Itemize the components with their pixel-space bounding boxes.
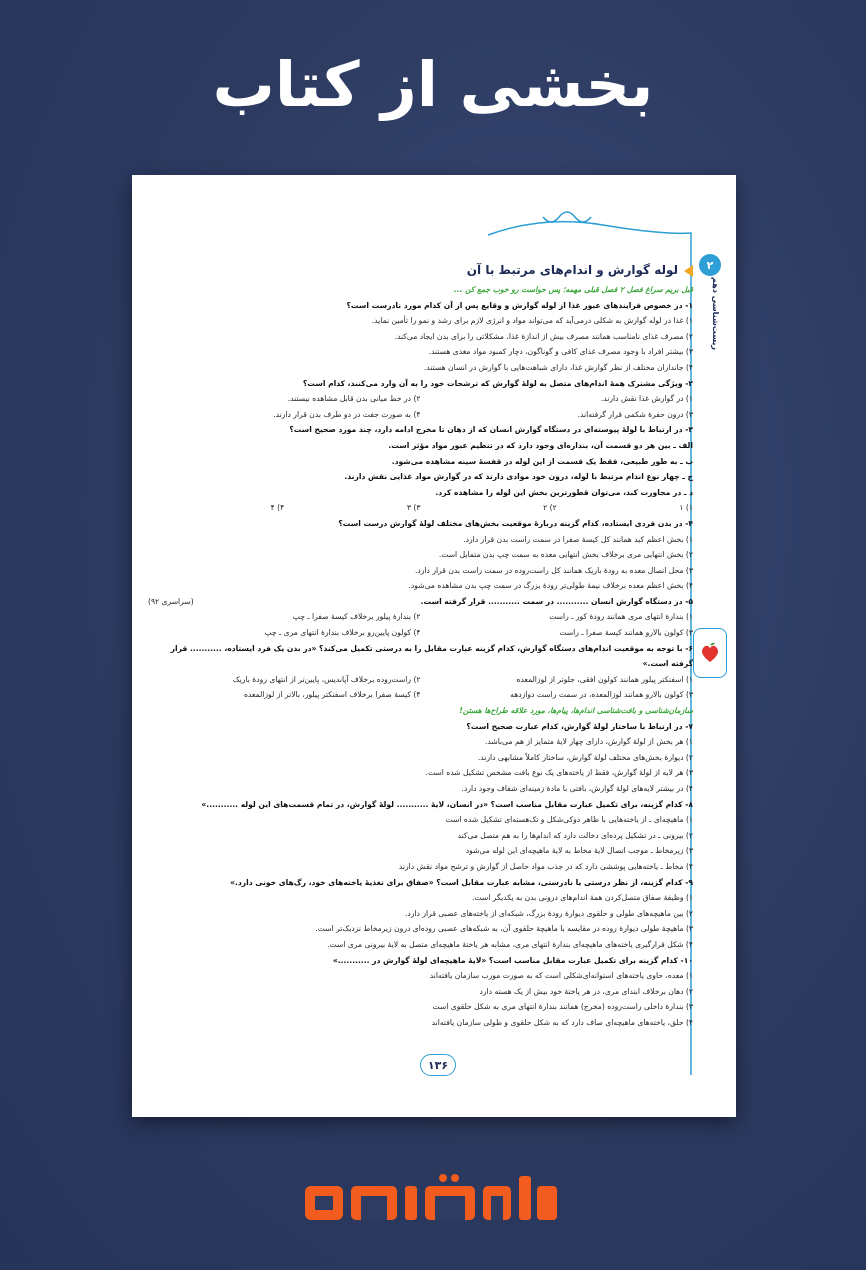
option: ۲) دیوارهٔ بخش‌های مختلف لولهٔ گوارش، ساختار کاملاً مشابهی دارند. (477, 752, 693, 762)
option: ۲) مصرف غذای نامناسب همانند مصرف بیش از اندازهٔ غذا، مشکلاتی را برای بدن ایجاد می‌کند. (394, 331, 693, 341)
publisher-logo (305, 1157, 557, 1232)
option: ۲) بیرونی ـ در تشکیل پرده‌ای دخالت دارد که اندام‌ها را به هم متصل می‌کند (457, 830, 693, 840)
question-text: ۱- در خصوص فرایندهای عبور غذا از لوله گوارش و وقایع پس از آن کدام مورد نادرست است؟ (346, 300, 693, 310)
question-text: ۶- با توجه به موقعیت اندام‌های دستگاه گوارش، کدام گزینه عبارت مقابل را به درستی تکمیل می‌کند؟ «در بدن یک فرد ایستاده، ........... قرار گرفته است.» (170, 643, 693, 669)
option: ۱) معده، حاوی یاخته‌های استوانه‌ای‌شکلی است که به صورت مورب سازمان یافته‌اند (429, 971, 693, 981)
option: ۱) بندارهٔ انتهای مری همانند رودهٔ کور ـ راست (549, 612, 693, 622)
option: ۳) زیرمخاط ـ موجب اتصال لایهٔ مخاط به لایهٔ ماهیچه‌ای این لوله می‌شود (465, 846, 693, 856)
option: ۲) دهان برخلاف ابتدای مری، در هر یاختهٔ خود بیش از یک هسته دارد (479, 986, 693, 996)
option: ۳) بیشتر افراد با وجود مصرف غذای کافی و گوناگون، دچار کمبود مواد مغذی هستند. (428, 347, 693, 357)
banner-title: بخشی از کتاب (212, 48, 654, 121)
statement: د ـ در مجاورت کبد، می‌توان قطورترین بخش این لوله را مشاهده کرد. (435, 487, 693, 497)
option: ۲) بین ماهیچه‌های طولی و حلقوی دیوارهٔ رودهٔ بزرگ، شبکه‌ای از یاخته‌های عصبی قرار دارد. (404, 908, 693, 918)
option: ۴) شکل قرارگیری یاخته‌های ماهیچه‌ای بندارهٔ انتهای مری، مشابه هر یاختهٔ ماهیچه‌ای متصل به لایهٔ بیرونی مری است. (327, 939, 693, 949)
option: ۳) محل اتصال معده به رودهٔ باریک همانند کل راست‌روده در سمت راست بدن قرار دارد. (414, 565, 693, 575)
question-text: ۸- کدام گزینه، برای تکمیل عبارت مقابل مناسب است؟ «در انسان، لایهٔ ........... لولهٔ گوارش، در تمام قسمت‌های این لوله ...........» (201, 799, 693, 809)
chapter-number-badge: ۲ (699, 254, 721, 276)
statement: ب ـ به طور طبیعی، فقط یک قسمت از این لوله در قفسهٔ سینه مشاهده می‌شود. (391, 456, 693, 466)
question-text: ۵- در دستگاه گوارش انسان ........... در سمت ........... قرار گرفته است. (420, 596, 693, 606)
option: ۳) هر لایه از لولهٔ گوارش، فقط از یاخته‌های یک نوع بافت مشخص تشکیل شده است. (425, 768, 693, 778)
question-text: ۹- کدام گزینه، از نظر درستی یا نادرستی، مشابه عبارت مقابل است؟ «صفاق برای تغذیهٔ یاخته‌های خود، رگ‌های خونی دارد.» (230, 877, 693, 887)
option: ۲) راست‌روده برخلاف آپاندیس، پایین‌تر از انتهای رودهٔ باریک (232, 674, 421, 684)
option-row (148, 672, 693, 688)
option-row (148, 500, 693, 516)
option: ۱) ۱ (679, 503, 693, 513)
option-row (148, 609, 693, 625)
option: ۱) ماهیچه‌ای ـ از یاخته‌هایی با ظاهر دوکی‌شکل و تک‌هسته‌ای تشکیل شده است (445, 815, 693, 825)
question-row (148, 594, 693, 610)
page-content (148, 260, 693, 1040)
option: ۴) بخش اعظم معده برخلاف نیمهٔ طولی‌تر رودهٔ بزرگ در سمت چپ بدن مشاهده می‌شود. (408, 581, 693, 591)
option: ۳) کولون بالارو همانند کیسهٔ صفرا ـ راست (559, 628, 693, 638)
chapter-marker-icon (684, 265, 693, 277)
publisher-badge-icon (693, 628, 727, 678)
page-number: ۱۳۶ (420, 1054, 456, 1076)
section-note: سازمان‌شناسی و بافت‌شناسی اندام‌ها، پیام‌ها، مورد علاقه طراح‌ها هستن! (459, 706, 693, 716)
option: ۱) اسفنکتر پیلور همانند کولون افقی، جلوتر از لوزالمعده (516, 674, 693, 684)
option-row (148, 625, 693, 641)
option-row (148, 407, 693, 423)
option: ۱) وظیفهٔ صفاق متصل‌کردن همهٔ اندام‌های درونی بدن به یکدیگر است. (472, 893, 693, 903)
logo-text: دانش‌بند (305, 1157, 360, 1176)
option: ۳) بندارهٔ داخلی راست‌روده (مخرج) همانند بندارهٔ انتهای مری به شکل حلقوی است (432, 1002, 693, 1012)
option-row (148, 687, 693, 703)
option: ۴) کیسهٔ صفرا برخلاف اسفنکتر پیلور، بالاتر از لوزالمعده (243, 690, 421, 700)
statement: ج ـ چهار نوع اندام مرتبط با لوله، درون خود موادی دارند که در گوارش مواد غذایی نقش دارند. (344, 472, 693, 482)
option: ۳) کولون بالارو همانند لوزالمعده، در سمت راست دوازدهه (510, 690, 693, 700)
option: ۱) در گوارش غذا نقش دارند. (600, 394, 693, 404)
option: ۴) در بیشتر لایه‌های لولهٔ گوارش، بافتی با مادهٔ زمینه‌ای شفاف وجود دارد. (461, 784, 693, 793)
option: ۱) غذا در لوله گوارش به شکلی درمی‌آید که می‌تواند مواد و انرژی لازم برای رشد و نمو را تأمین نماید. (371, 316, 693, 326)
question-text: ۴- در بدن فردی ایستاده، کدام گزینه دربارهٔ موقعیت بخش‌های مختلف لولهٔ گوارش درست است؟ (338, 518, 693, 528)
option: ۴) جانداران مختلف از نظر گوارش غذا، دارای شباهت‌هایی با گوارش در انسان هستند. (423, 362, 693, 372)
option: ۱) بخش اعظم کبد همانند کل کیسهٔ صفرا در سمت راست بدن قرار دارد. (463, 534, 693, 544)
statement: الف ـ بین هر دو قسمت آن، بنداره‌ای وجود دارد که در تنظیم عبور مواد مؤثر است. (388, 440, 693, 450)
chapter-heading (148, 260, 693, 282)
question-text: ۳- در ارتباط با لولهٔ پیوسته‌ای در دستگاه گوارش انسان که از دهان تا مخرج ادامه دارد، چند مورد صحیح است؟ (289, 425, 693, 435)
question-text: ۱۰- کدام گزینه برای تکمیل عبارت مقابل مناسب است؟ «لایهٔ ماهیچه‌ای لولهٔ گوارش در ...........» (332, 955, 693, 965)
option: ۳) ماهیچهٔ طولی دیوارهٔ روده در مقایسه با ماهیچهٔ حلقوی آن، به شبکه‌های عصبی روده‌ای درون زیرمخاط نزدیک‌تر است. (315, 924, 693, 934)
exam-tag: (سراسری ۹۲) (148, 596, 194, 606)
option: ۱) هر بخش از لولهٔ گوارش، دارای چهار لایهٔ متمایز از هم می‌باشد. (484, 737, 693, 747)
option: ۴) به صورت جفت در دو طرف بدن قرار دارند. (273, 409, 421, 419)
option: ۴) حلق، یاخته‌های ماهیچه‌ای صاف دارد که به شکل حلقوی و طولی سازمان یافته‌اند (431, 1017, 693, 1027)
option: ۳) درون حفرهٔ شکمی قرار گرفته‌اند. (577, 409, 693, 419)
option: ۲) بندارهٔ پیلور برخلاف کیسهٔ صفرا ـ چپ (292, 612, 421, 622)
chapter-title: لوله گوارش و اندام‌های مرتبط با آن (466, 263, 678, 278)
option: ۲) بخش انتهایی مری برخلاف بخش انتهایی معده به سمت چپ بدن متمایل است. (438, 550, 693, 560)
book-side-label: زیست‌شناسی دهم (711, 276, 720, 350)
option-row (148, 391, 693, 407)
question-text: ۲- ویژگی مشترک همهٔ اندام‌های متصل به لولهٔ گوارش که ترشحات خود را به آن وارد می‌کنند، کدام است؟ (302, 378, 693, 388)
option: ۲) ۲ (543, 503, 557, 513)
option: ۲) در خط میانی بدن قابل مشاهده نیستند. (287, 394, 421, 404)
option: ۴) کولون پایین‌رو برخلاف بندارهٔ انتهای مری ـ چپ (264, 628, 421, 638)
option: ۴) ۴ (270, 503, 285, 513)
intro-note: قبل بریم سراغ فصل ۲ فصل قبلی مهمه؛ پس حواست رو خوب جمع کن ... (453, 285, 693, 294)
option: ۳) ۳ (406, 503, 421, 513)
question-text: ۷- در ارتباط با ساختار لولهٔ گوارش، کدام عبارت صحیح است؟ (466, 721, 693, 731)
option: ۴) مخاط ـ یاخته‌هایی پوششی دارد که در جذب مواد حاصل از گوارش و ترشح مواد نقش دارند (398, 861, 693, 871)
